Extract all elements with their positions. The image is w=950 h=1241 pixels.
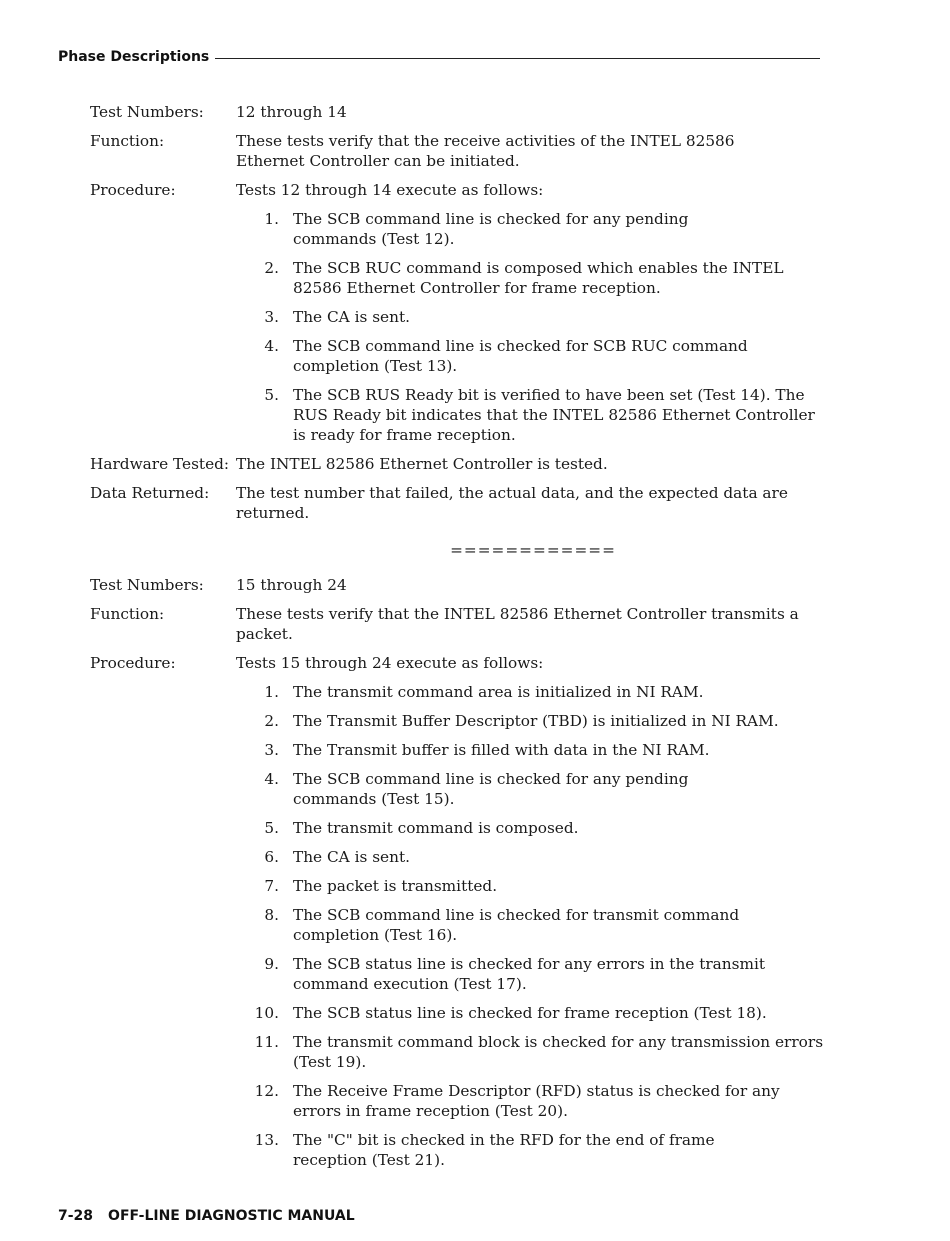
procedure-step xyxy=(236,1081,830,1121)
step-text: The Transmit Buffer Descriptor (TBD) is initialized in NI RAM. xyxy=(293,712,779,730)
step-text: The CA is sent. xyxy=(293,848,410,866)
data-returned-value: The test number that failed, the actual data, and the expected data are returned. xyxy=(236,484,788,522)
procedure-step xyxy=(236,307,830,327)
procedure-value: Tests 12 through 14 execute as follows: xyxy=(236,181,544,199)
page-body xyxy=(90,102,830,1179)
test-numbers-value: 15 through 24 xyxy=(236,576,347,594)
step-number: 12. xyxy=(254,1082,279,1100)
hardware-tested-label: Hardware Tested: xyxy=(90,455,230,473)
function-label: Function: xyxy=(90,132,165,150)
test-numbers-value: 12 through 14 xyxy=(236,103,347,121)
procedure-step xyxy=(236,385,830,445)
procedure-step xyxy=(236,818,830,838)
step-number: 2. xyxy=(264,712,279,730)
step-number: 3. xyxy=(264,308,279,326)
step-number: 7. xyxy=(264,877,279,895)
procedure-step xyxy=(236,1003,830,1023)
hardware-tested-row xyxy=(90,454,830,474)
procedure-step xyxy=(236,209,830,249)
step-text: The transmit command is composed. xyxy=(293,819,579,837)
data-returned-row xyxy=(90,483,830,523)
step-number: 4. xyxy=(264,770,279,788)
step-text: The CA is sent. xyxy=(293,308,410,326)
procedure-label: Procedure: xyxy=(90,181,176,199)
step-number: 4. xyxy=(264,337,279,355)
function-value: These tests verify that the receive activities of the INTEL 82586 Ethernet Controller can be initiated. xyxy=(236,132,735,170)
step-text: The SCB command line is checked for SCB RUC command completion (Test 13). xyxy=(293,337,748,375)
step-text: The SCB RUC command is composed which enables the INTEL 82586 Ethernet Controller for frame reception. xyxy=(293,259,784,297)
step-text: The SCB status line is checked for frame reception (Test 18). xyxy=(293,1004,767,1022)
procedure-step xyxy=(236,954,830,994)
procedure-step xyxy=(236,682,830,702)
procedure-step xyxy=(236,711,830,731)
step-text: The Receive Frame Descriptor (RFD) status is checked for any errors in frame reception (Test 20). xyxy=(293,1082,780,1120)
step-number: 1. xyxy=(264,210,279,228)
function-label: Function: xyxy=(90,605,165,623)
section-divider: ============ xyxy=(450,541,616,559)
step-text: The packet is transmitted. xyxy=(293,877,498,895)
step-number: 3. xyxy=(264,741,279,759)
procedure-step xyxy=(236,1032,830,1072)
function-row xyxy=(90,131,830,171)
test-numbers-row xyxy=(90,575,830,595)
step-text: The SCB command line is checked for any pending commands (Test 15). xyxy=(293,770,689,808)
page-header xyxy=(58,49,820,65)
step-number: 9. xyxy=(264,955,279,973)
step-text: The SCB command line is checked for any pending commands (Test 12). xyxy=(293,210,689,248)
header-rule xyxy=(215,58,820,59)
step-number: 8. xyxy=(264,906,279,924)
section-title: Phase Descriptions xyxy=(58,49,210,65)
procedure-steps xyxy=(236,682,830,1170)
procedure-step xyxy=(236,1130,830,1170)
procedure-step xyxy=(236,336,830,376)
function-row xyxy=(90,604,830,644)
step-number: 6. xyxy=(264,848,279,866)
step-text: The SCB status line is checked for any errors in the transmit command execution (Test 17). xyxy=(293,955,766,993)
procedure-value: Tests 15 through 24 execute as follows: xyxy=(236,654,544,672)
step-number: 11. xyxy=(254,1033,279,1051)
procedure-step xyxy=(236,769,830,809)
procedure-step xyxy=(236,847,830,867)
function-value: These tests verify that the INTEL 82586 Ethernet Controller transmits a packet. xyxy=(236,605,799,643)
test-numbers-label: Test Numbers: xyxy=(90,103,204,121)
procedure-row xyxy=(90,653,830,673)
procedure-steps xyxy=(236,209,830,445)
step-number: 2. xyxy=(264,259,279,277)
procedure-step xyxy=(236,876,830,896)
step-number: 1. xyxy=(264,683,279,701)
manual-title: OFF-LINE DIAGNOSTIC MANUAL xyxy=(108,1208,355,1224)
step-text: The Transmit buffer is filled with data in the NI RAM. xyxy=(293,741,710,759)
step-text: The transmit command area is initialized in NI RAM. xyxy=(293,683,704,701)
step-number: 5. xyxy=(264,819,279,837)
procedure-step xyxy=(236,258,830,298)
step-number: 5. xyxy=(264,386,279,404)
page-number: 7-28 xyxy=(58,1208,94,1224)
procedure-step xyxy=(236,905,830,945)
step-text: The transmit command block is checked for any transmission errors (Test 19). xyxy=(293,1033,824,1071)
step-number: 13. xyxy=(254,1131,279,1149)
step-text: The "C" bit is checked in the RFD for the end of frame reception (Test 21). xyxy=(293,1131,715,1169)
step-text: The SCB command line is checked for transmit command completion (Test 16). xyxy=(293,906,740,944)
page-footer xyxy=(58,1208,355,1224)
procedure-label: Procedure: xyxy=(90,654,176,672)
procedure-row xyxy=(90,180,830,200)
procedure-step xyxy=(236,740,830,760)
step-number: 10. xyxy=(254,1004,279,1022)
test-numbers-row xyxy=(90,102,830,122)
data-returned-label: Data Returned: xyxy=(90,484,210,502)
test-numbers-label: Test Numbers: xyxy=(90,576,204,594)
hardware-tested-value: The INTEL 82586 Ethernet Controller is tested. xyxy=(236,455,608,473)
step-text: The SCB RUS Ready bit is verified to have been set (Test 14). The RUS Ready bit indicates that the INTEL 82586 Ethernet Controller is ready for frame reception. xyxy=(293,386,815,444)
